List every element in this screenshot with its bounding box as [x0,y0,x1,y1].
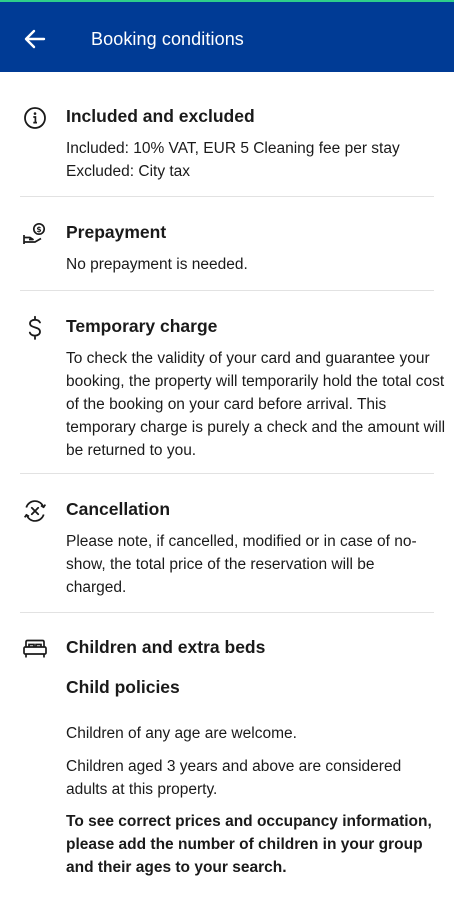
section-included-excluded [20,72,434,197]
child-policies-title: Child policies [66,677,180,697]
cancel-circle-icon [22,498,48,524]
page-title: Booking conditions [91,29,244,49]
section-prepayment [20,197,434,291]
section-cancellation [20,474,434,613]
conditions-list [0,72,454,893]
bed-icon [22,636,48,662]
arrow-left-icon [23,27,47,51]
back-button[interactable] [18,22,52,56]
section-title: Cancellation [66,499,171,519]
svg-text:$: $ [36,225,42,234]
info-circle-icon [22,105,48,131]
children-search-note: To see correct prices and occupancy information, please add the number of children in your group and their ages to your search. [66,813,432,876]
section-children-extra-beds [20,613,434,893]
prepayment-text: No prepayment is needed. [66,256,248,273]
cancellation-text: Please note, if cancelled, modified or in case of no-show, the total price of the reservation will be charged. [66,533,417,596]
dollar-icon [22,315,48,341]
children-adults-text: Children aged 3 years and above are considered adults at this property. [66,758,402,798]
section-title: Children and extra beds [66,637,266,657]
hand-coin-icon [22,221,48,247]
excluded-text: Excluded: City tax [66,163,191,180]
children-welcome-text: Children of any age are welcome. [66,725,297,742]
section-temporary-charge [20,291,446,474]
app-bar [0,0,454,72]
section-title: Prepayment [66,222,167,242]
temporary-charge-text: To check the validity of your card and guarantee your booking, the property will temporarily hold the total cost of the booking on your card before arrival. This temporary charge is purely a check and the amount will be returned to you. [66,350,446,459]
section-title: Included and excluded [66,106,255,126]
included-text: Included: 10% VAT, EUR 5 Cleaning fee per stay [66,140,400,157]
section-title: Temporary charge [66,316,218,336]
